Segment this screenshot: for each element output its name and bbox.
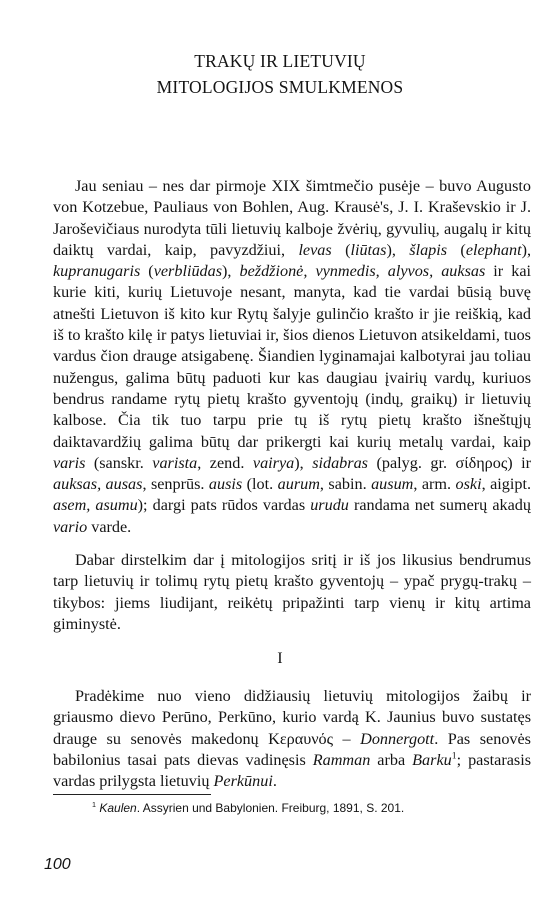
- chapter-title-line-2: MITOLOGIJOS SMULKMENOS: [156, 77, 404, 97]
- paragraph-1: [53, 176, 531, 538]
- text-run: ); dargi pats rūdos vardas: [137, 496, 311, 515]
- text-run: (sanskr.: [85, 453, 153, 472]
- footnote-ref: 1: [451, 750, 457, 762]
- text-run: , zend.: [197, 453, 253, 472]
- chapter-title-line-1: TRAKŲ IR LIETUVIŲ: [194, 51, 366, 71]
- text-run: .: [272, 772, 277, 791]
- text-run: Pradėkime nuo vieno didžiausių lietuvių mitologijos žaibų ir griausmo dievo Perūno, Perkūno, kurio vardą K. Jaunius buvo sustatęs drauge su senovės makedonų Κεραυνός –: [53, 687, 531, 748]
- italic-term: Barku: [412, 750, 452, 769]
- text-run: ),: [294, 453, 313, 472]
- text-run: Jau seniau – nes dar pirmoje XIX šimtmečio pusėje – buvo Augusto von Kotzebue, Pauliaus von Bohlen, Aug. Krausė's, J. I. Kraševskio ir J. Jaroševičiaus nurodyta tūli lietuvių kalboje žvėrių, gyvulių, augalų ir kitų daiktų vardai, kaip, pavyzdžiui,: [53, 177, 531, 259]
- text-run: (: [331, 240, 351, 259]
- italic-term: vairya: [252, 453, 295, 472]
- text-run: (palyg. gr. σίδηρος) ir: [367, 453, 532, 472]
- footnote-divider: [53, 794, 211, 795]
- text-run: ),: [521, 240, 532, 259]
- text-run: varde.: [87, 517, 132, 536]
- italic-term: elephant: [465, 240, 522, 259]
- footnote-text: . Assyrien und Babylonien. Freiburg, 1891, S. 201.: [136, 801, 405, 815]
- italic-term: varis: [53, 453, 86, 472]
- italic-term: aurum: [277, 475, 320, 494]
- italic-term: liūtas: [350, 240, 387, 259]
- section-number: I: [277, 649, 283, 667]
- italic-term: Ramman: [312, 750, 371, 769]
- text-run: , arm.: [413, 475, 456, 494]
- italic-term: ausum: [371, 475, 414, 494]
- italic-term: urudu: [310, 496, 349, 515]
- italic-term: šlapis: [409, 240, 448, 259]
- italic-term: vario: [53, 517, 88, 536]
- text-run: Dabar dirstelkim dar į mitologijos sritį ir iš jos likusius bendrumus tarp lietuvių ir tolimų rytų pietų krašto gyventojų – ypač prygų-trakų – tikybos: jiems liudijant, reikėtų pripažinti tarp vienų ir kitų artima giminystė.: [53, 551, 531, 633]
- page-number: 100: [44, 856, 71, 873]
- italic-term: Donnergott: [360, 729, 435, 748]
- paragraph-3: [53, 686, 531, 792]
- text-run: (: [140, 262, 154, 281]
- italic-term: Perkūnui: [213, 772, 273, 791]
- text-run: ; pastarasis vardas prilygsta lietuvių: [53, 750, 531, 791]
- paragraph-2: [53, 550, 531, 635]
- text-run: randama net sumerų akadų: [348, 496, 531, 515]
- text-run: , aigipt.: [481, 475, 531, 494]
- italic-term: beždžionė, vynmedis, alyvos, auksas: [239, 262, 486, 281]
- italic-term: varista: [152, 453, 198, 472]
- italic-term: levas: [298, 240, 332, 259]
- text-run: (: [447, 240, 466, 259]
- text-run: (lot.: [242, 475, 278, 494]
- text-run: ),: [386, 240, 410, 259]
- italic-term: asem, asumu: [53, 496, 138, 515]
- text-run: arba: [370, 750, 413, 769]
- text-run: , senprūs.: [142, 475, 209, 494]
- footnote: [92, 800, 532, 816]
- italic-term: kupranugaris: [53, 262, 141, 281]
- italic-term: verbliūdas: [153, 262, 223, 281]
- footnote-author: Kaulen: [99, 801, 137, 815]
- italic-term: sidabras: [312, 453, 368, 472]
- italic-term: ausis: [208, 475, 243, 494]
- footnote-marker: 1: [92, 800, 96, 809]
- text-run: ir kai kurie kiti, kurių Lietuvoje nesant, manyta, kad tie vardai būsią buvę atnešti Lietuvon iš kito kur Rytų šalyje gulinčio krašto ir jie reiškią, kad iš to krašto kilę ir patys lietuviai ir, šios dienos Lietuvon atsikeldami, tuos vardus čion drauge atsigabenę. Šiandien lyginamajai kalbotyrai jau toliau nužengus, galima būtų paduoti kur kas daugiau įvairių vardų, kuriuos bendrus randame rytų pietų krašto gyventojų (indų, graikų) ir lietuvių kalbose. Čia tik tuo tarpu prie tų iš rytų pietų krašto išneštųjų daiktavardžių galima būtų dar prikergti kai kurių metalų vardai, kaip: [53, 262, 532, 451]
- text-run: , sabin.: [319, 475, 372, 494]
- italic-term: oski: [455, 475, 482, 494]
- italic-term: auksas, ausas: [53, 475, 143, 494]
- text-run: . Pas senovės babilonius tasai pats dievas vadinęsis: [53, 729, 531, 769]
- text-run: ),: [222, 262, 240, 281]
